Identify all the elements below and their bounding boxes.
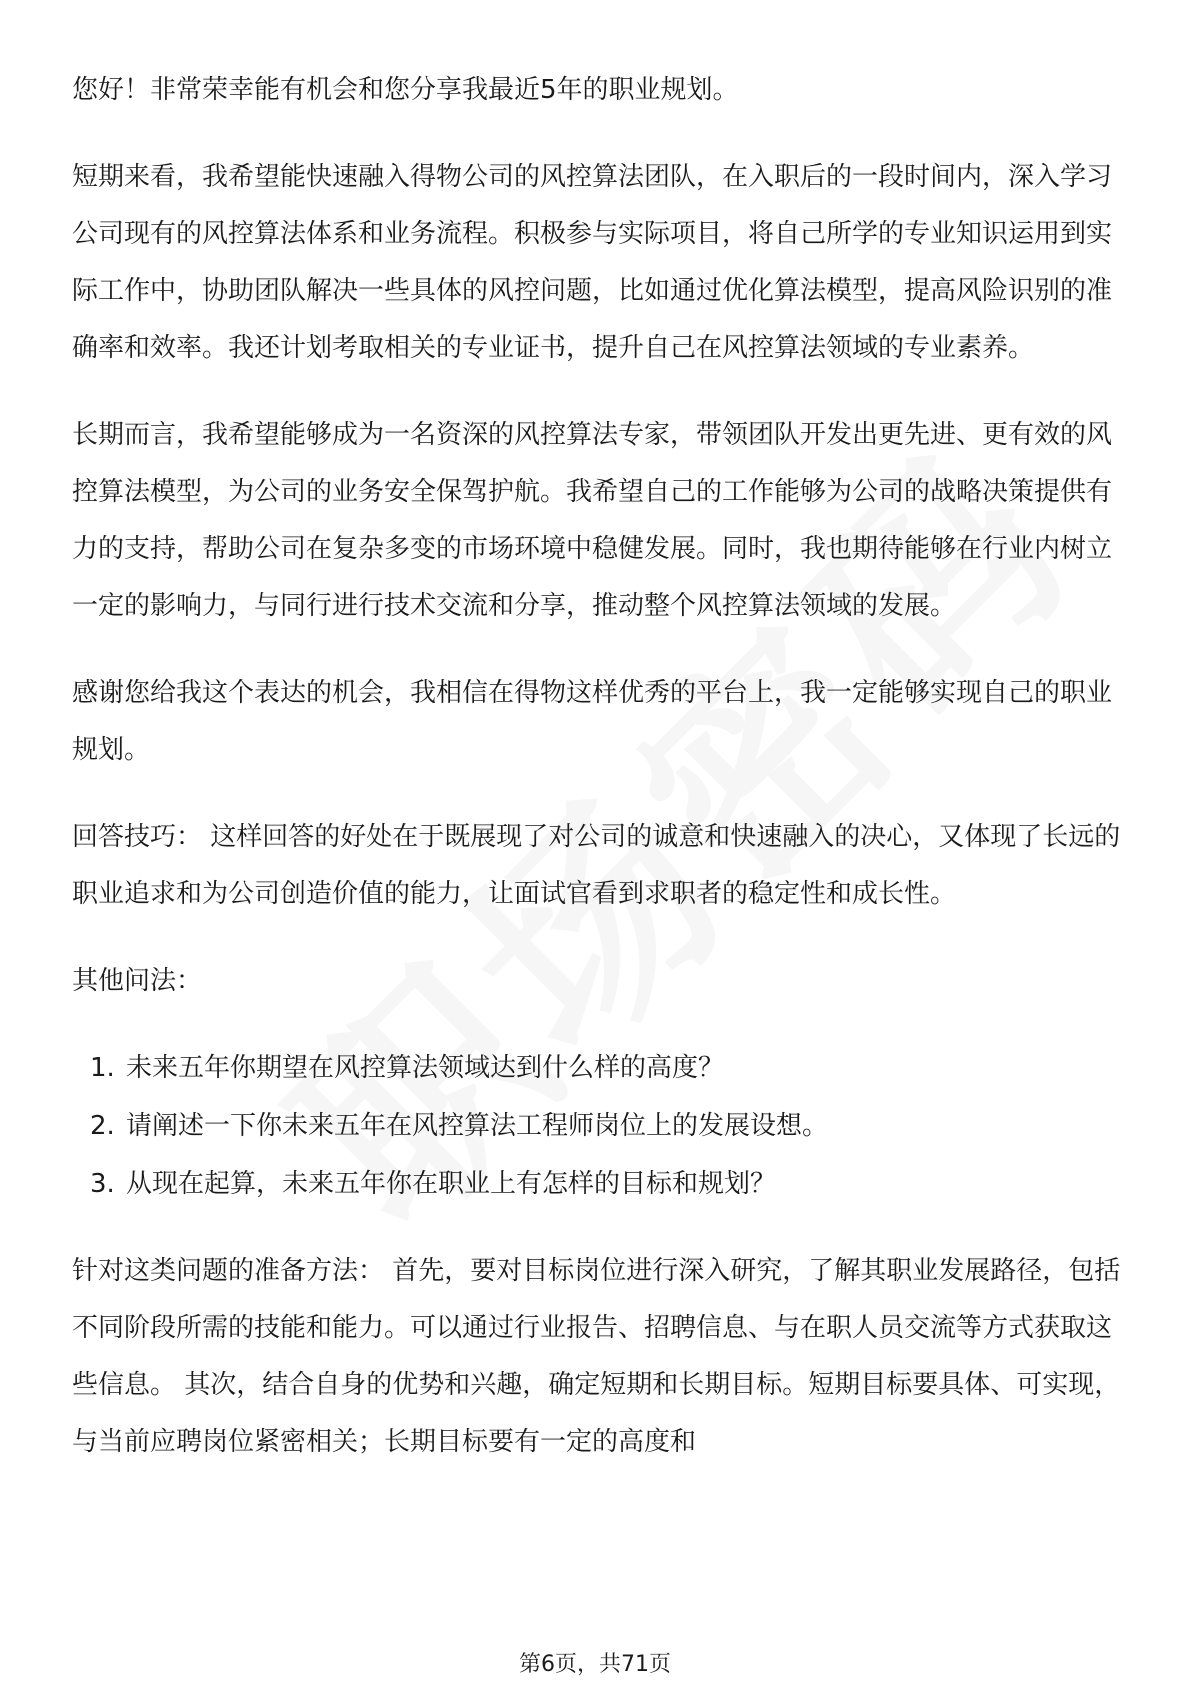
list-item	[90, 1098, 1122, 1155]
other-questions-heading: 其他问法：	[72, 966, 203, 996]
list-item-number: 1.	[90, 1053, 115, 1083]
short-term-paragraph: 短期来看，我希望能快速融入得物公司的风控算法团队，在入职后的一段时间内，深入学习公司现有的风控算法体系和业务流程。积极参与实际项目，将自己所学的专业知识运用到实际工作中，协助团队解决一些具体的风控问题，比如通过优化算法模型，提高风险识别的准确率和效率。我还计划考取相关的专业证书，提升自己在风控算法领域的专业素养。	[72, 162, 1113, 363]
list-item-number: 2.	[90, 1111, 115, 1141]
list-item-text: 未来五年你期望在风控算法领域达到什么样的高度？	[126, 1053, 725, 1083]
list-item-number: 3.	[90, 1169, 115, 1199]
preparation-paragraph: 针对这类问题的准备方法： 首先，要对目标岗位进行深入研究，了解其职业发展路径，包括不同阶段所需的技能和能力。可以通过行业报告、招聘信息、与在职人员交流等方式获取这些信息。 其次，结合自身的优势和兴趣，确定短期和长期目标。短期目标要具体、可实现，与当前应聘岗位紧密相关；长期目标要有一定的高度和	[72, 1256, 1121, 1457]
question-list	[72, 1040, 1122, 1213]
answer-tips-paragraph: 回答技巧： 这样回答的好处在于既展现了对公司的诚意和快速融入的决心，又体现了长远的职业追求和为公司创造价值的能力，让面试官看到求职者的稳定性和成长性。	[72, 822, 1121, 909]
list-item-text: 从现在起算，未来五年你在职业上有怎样的目标和规划？	[126, 1169, 777, 1199]
list-item	[90, 1156, 1122, 1213]
document-body	[72, 62, 1122, 1501]
page-number-footer: 第6页，共71页	[519, 1652, 671, 1677]
list-item-text: 请阐述一下你未来五年在风控算法工程师岗位上的发展设想。	[126, 1111, 829, 1141]
long-term-paragraph: 长期而言，我希望能够成为一名资深的风控算法专家，带领团队开发出更先进、更有效的风控算法模型，为公司的业务安全保驾护航。我希望自己的工作能够为公司的战略决策提供有力的支持，帮助公司在复杂多变的市场环境中稳健发展。同时，我也期待能够在行业内树立一定的影响力，与同行进行技术交流和分享，推动整个风控算法领域的发展。	[72, 420, 1113, 621]
list-item	[90, 1040, 1122, 1097]
thanks-paragraph: 感谢您给我这个表达的机会，我相信在得物这样优秀的平台上，我一定能够实现自己的职业规划。	[72, 678, 1113, 765]
greeting-paragraph: 您好！非常荣幸能有机会和您分享我最近5年的职业规划。	[72, 75, 739, 105]
